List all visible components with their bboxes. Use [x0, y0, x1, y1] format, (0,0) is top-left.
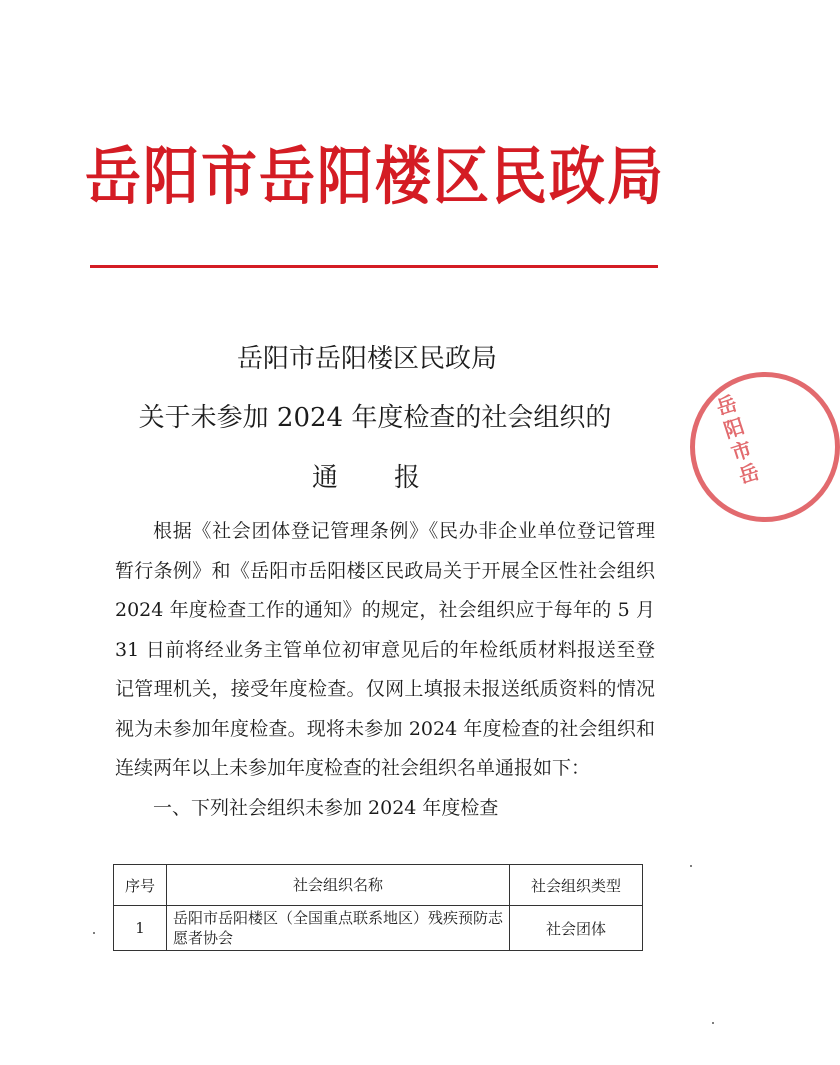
scan-speck [93, 932, 95, 934]
header-no: 序号 [114, 865, 167, 906]
red-divider [90, 265, 658, 268]
notice-title-line3 [0, 457, 742, 494]
cell-name: 岳阳市岳阳楼区（全国重点联系地区）残疾预防志愿者协会 [167, 906, 510, 951]
body-paragraph: 根据《社会团体登记管理条例》《民办非企业单位登记管理暂行条例》和《岳阳市岳阳楼区民政局关于开展全区性社会组织 2024 年度检查工作的通知》的规定，社会组织应于每年的 5 月 31 日前将经业务主管单位初审意见后的年检纸质材料报送至登记管理机关，接受年度检查。仅网上填报未报送纸质资料的情况视为未参加年度检查。现将未参加 2024 年度检查的社会组织和连续两年以上未参加年度检查的社会组织名单通报如下： [115, 520, 655, 779]
notice-title-char2: 报 [394, 463, 423, 493]
masthead-title: 岳阳市岳阳楼区民政局 [85, 141, 665, 214]
cell-no: 1 [114, 906, 167, 951]
scan-speck [712, 1022, 714, 1024]
notice-title-char1: 通 [311, 463, 340, 493]
header-name: 社会组织名称 [167, 865, 510, 906]
table-header-row [114, 865, 643, 906]
seal-text: 岳阳市岳 [710, 392, 764, 491]
header-type: 社会组织类型 [510, 865, 643, 906]
organization-table [113, 864, 643, 951]
section-heading-1: 一、下列社会组织未参加 2024 年度检查 [153, 796, 499, 819]
notice-body [115, 512, 655, 828]
notice-title-line1: 岳阳市岳阳楼区民政局 [236, 344, 497, 374]
notice-title-line2: 关于未参加 2024 年度检查的社会组织的 [138, 403, 612, 433]
table-row [114, 906, 643, 951]
cell-type: 社会团体 [510, 906, 643, 951]
scan-speck [690, 865, 692, 867]
